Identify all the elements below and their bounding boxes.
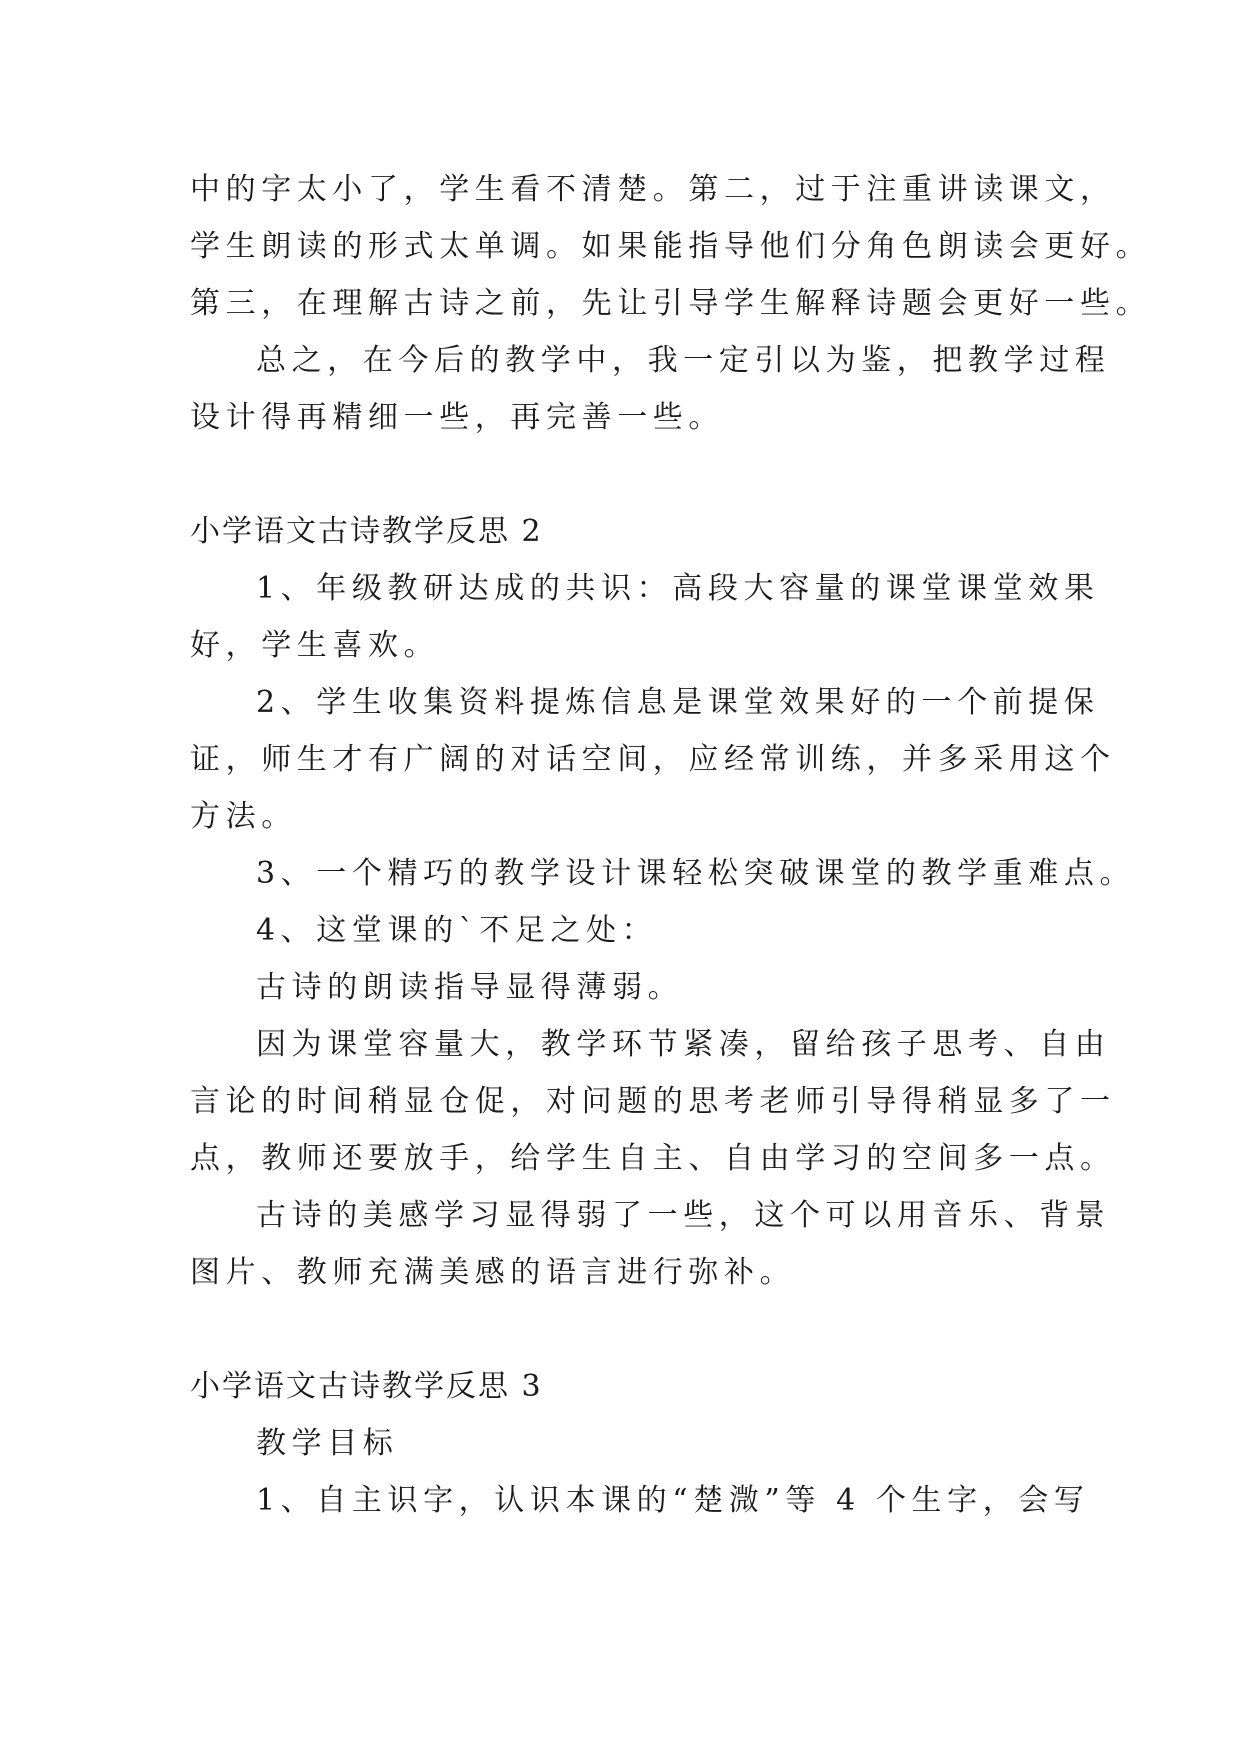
paragraph-line: 3、一个精巧的教学设计课轻松突破课堂的教学重难点。 (256, 856, 1136, 891)
paragraph-line: 古诗的朗读指导显得薄弱。 (256, 970, 684, 1005)
paragraph-line: 1、自主识字，认识本课的“楚溦”等 4 个生字，会写 (256, 1483, 1090, 1518)
paragraph-line: 总之，在今后的教学中，我一定引以为鉴，把教学过程 (256, 343, 1111, 378)
paragraph-line: 方法。 (190, 799, 297, 834)
paragraph-line: 教学目标 (256, 1426, 399, 1461)
paragraph-line: 1、年级教研达成的共识：高段大容量的课堂课堂效果 (256, 571, 1100, 606)
paragraph-line: 证，师生才有广阔的对话空间，应经常训练，并多采用这个 (190, 742, 1116, 777)
paragraph-line: 因为课堂容量大，教学环节紧凑，留给孩子思考、自由 (256, 1027, 1111, 1062)
paragraph-line: 图片、教师充满美感的语言进行弥补。 (190, 1255, 796, 1290)
paragraph-line: 言论的时间稍显仓促，对问题的思考老师引导得稍显多了一 (190, 1084, 1116, 1119)
section-heading: 小学语文古诗教学反思 3 (190, 1369, 543, 1404)
paragraph-line: 古诗的美感学习显得弱了一些，这个可以用音乐、背景 (256, 1198, 1111, 1233)
paragraph-line: 点，教师还要放手，给学生自主、自由学习的空间多一点。 (190, 1141, 1116, 1176)
paragraph-line: 学生朗读的形式太单调。如果能指导他们分角色朗读会更好。 (190, 229, 1152, 264)
section-heading: 小学语文古诗教学反思 2 (190, 514, 543, 549)
paragraph-line: 中的字太小了，学生看不清楚。第二，过于注重讲读课文， (190, 172, 1116, 207)
paragraph-line: 第三，在理解古诗之前，先让引导学生解释诗题会更好一些。 (190, 286, 1152, 321)
paragraph-line: 2、学生收集资料提炼信息是课堂效果好的一个前提保 (256, 685, 1100, 720)
paragraph-line: 4、这堂课的`不足之处： (256, 913, 658, 948)
paragraph-line: 设计得再精细一些，再完善一些。 (190, 400, 724, 435)
paragraph-line: 好，学生喜欢。 (190, 628, 440, 663)
